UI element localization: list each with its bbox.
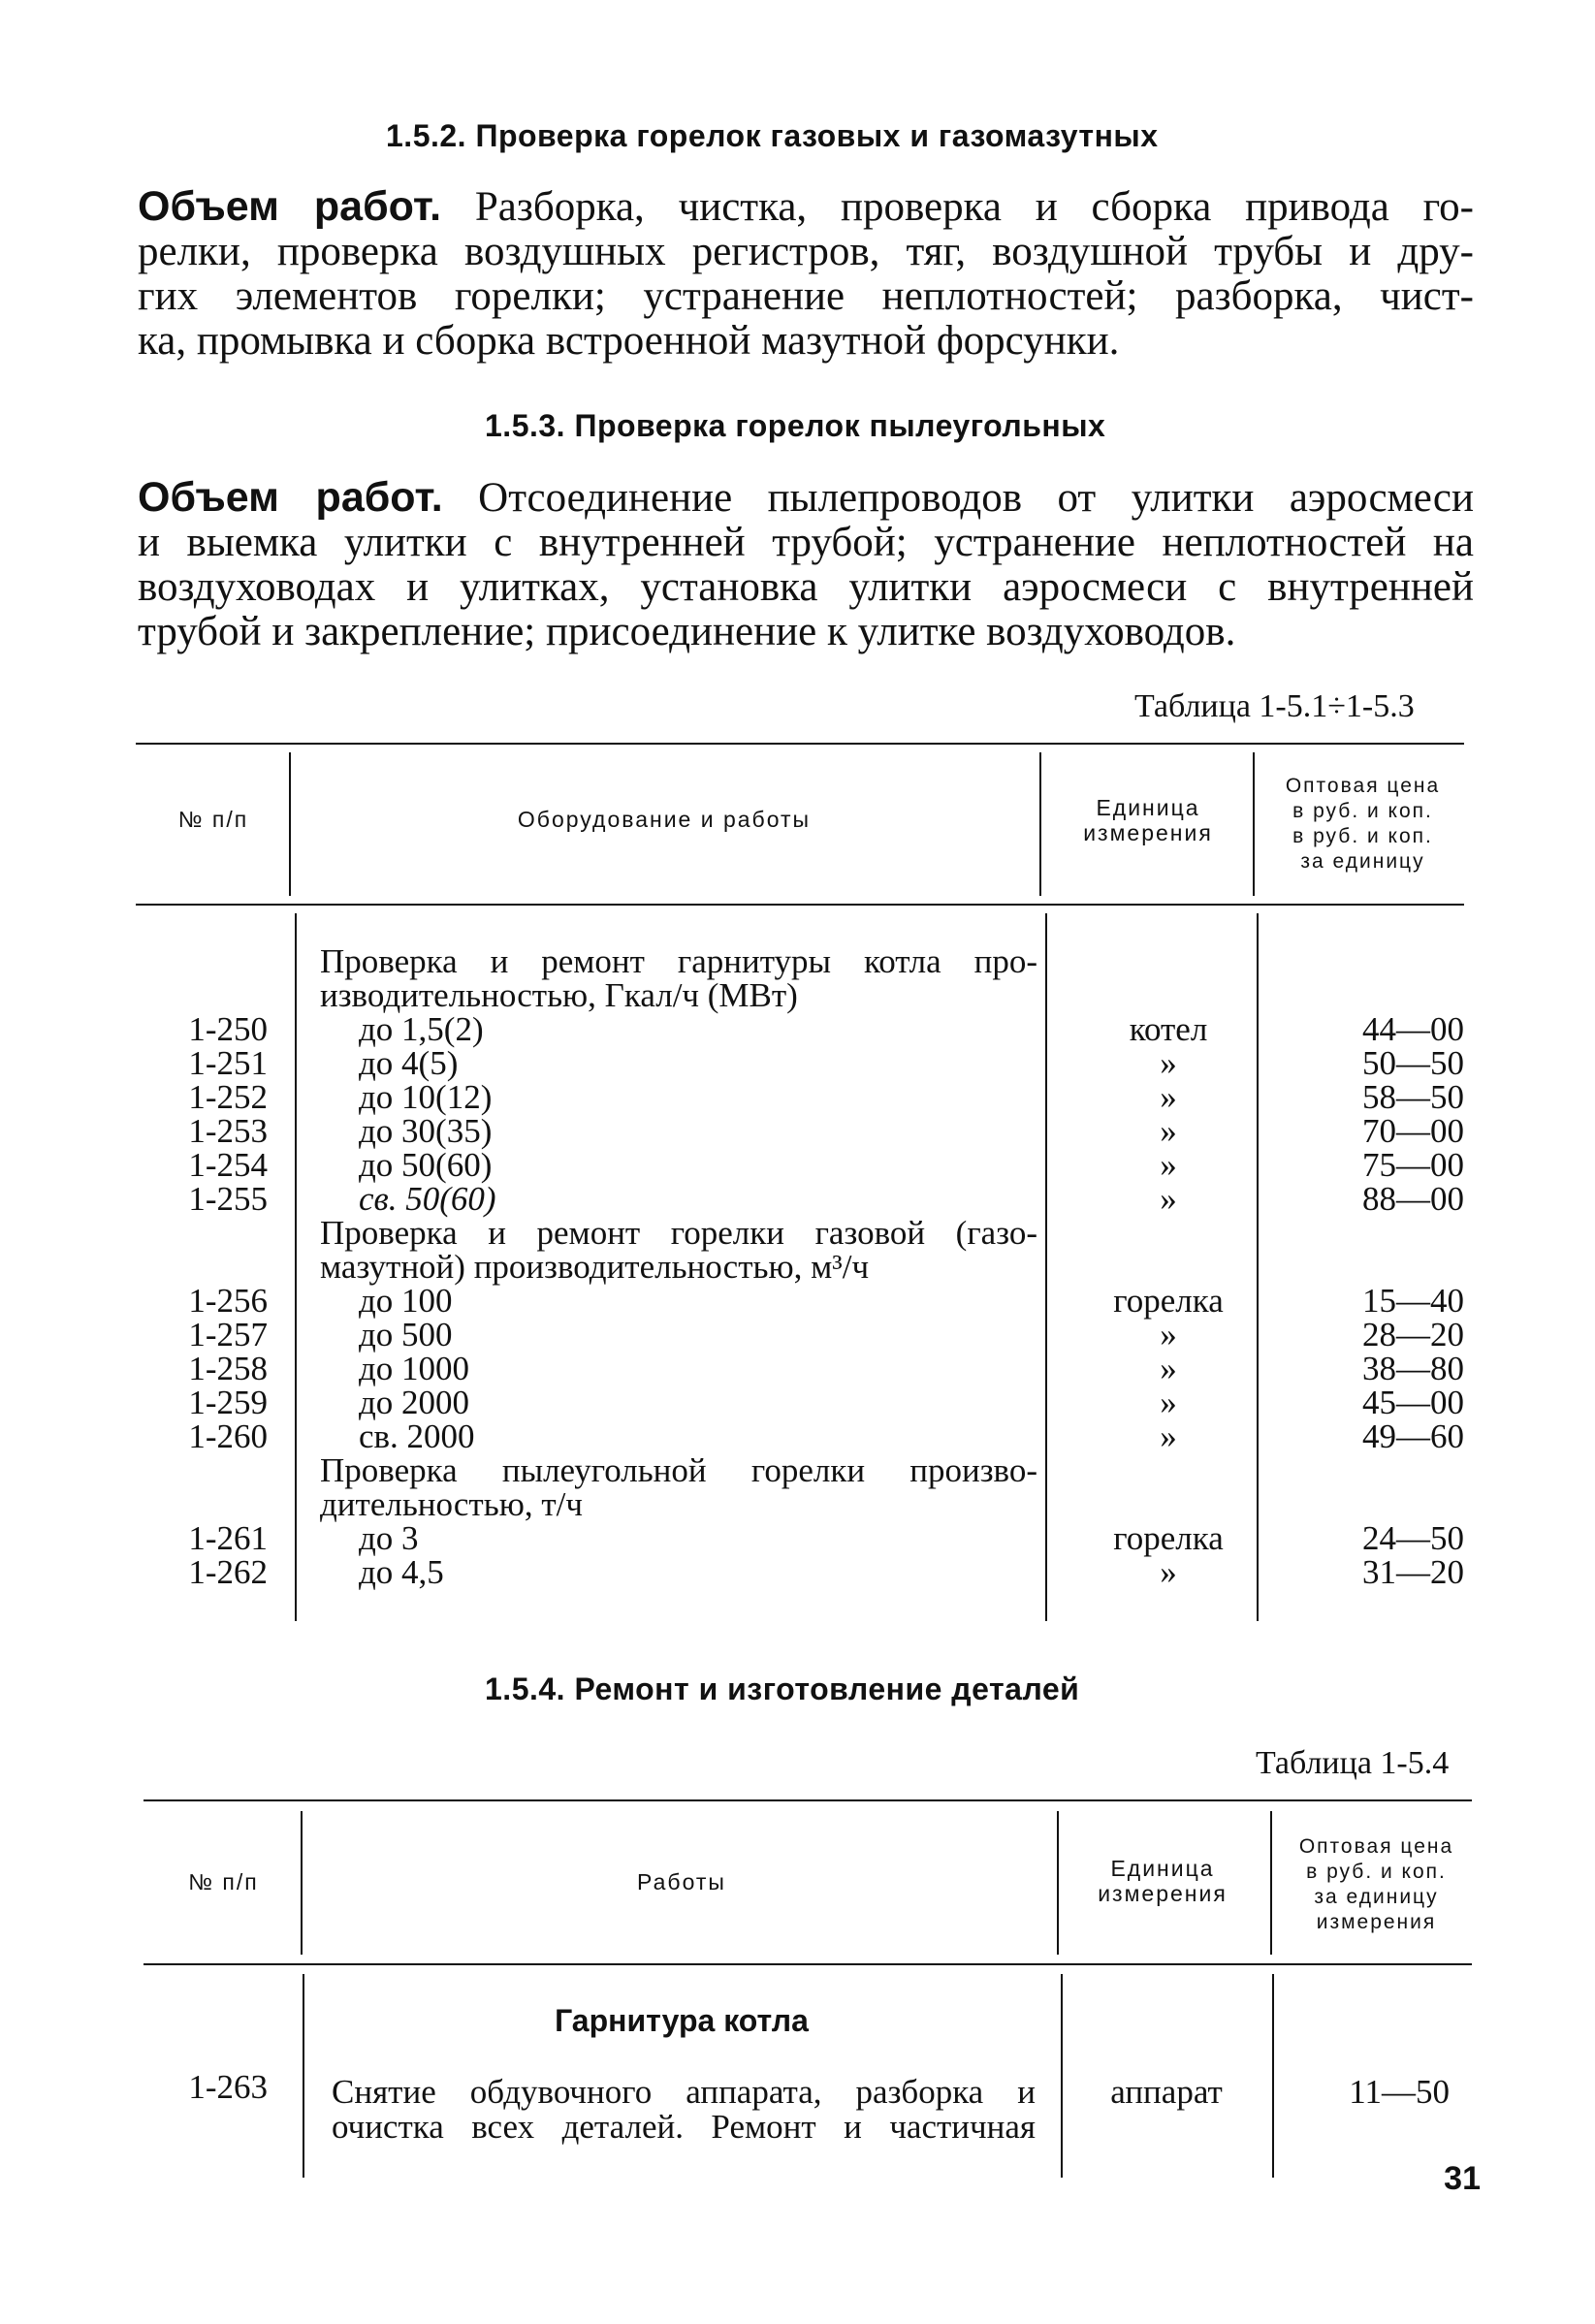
group-description: Проверка и ремонт гарнитуры котла про- [320,942,1037,980]
col-divider [1061,1974,1063,2178]
header-work: Работы [637,1869,726,1894]
header-work: Оборудование и работы [517,807,812,832]
header-price: Оптовая цена в руб. и коп. в руб. и коп. за единицу [1285,775,1441,873]
section-152-paragraph: Объем работ. Разборка, чистка, проверка и сборка привода го- релки, проверка воздушных регистров, тяг, воздушной трубы и дру- гих элементов горелки; устранение неплотностей; разборка, чист- ка, промывка и сборка встроенной мазутной форсунки. [138,183,1474,364]
header-unit: Единица измерения [1083,795,1213,845]
col-divider [303,1974,304,2178]
section-153-paragraph: Объем работ. Отсоединение пылепроводов от улитки аэросмеси и выемка улитки с внутренней трубой; устранение неплотностей на воздуховодах и улитках, установка улитки аэросмеси с внутренней трубой и закрепление; присоединение к улитке воздуховодов. [138,474,1474,654]
group-description: Проверка и ремонт горелки газовой (газо- [320,1214,1037,1252]
table-subheading: Гарнитура котла [555,2003,809,2038]
group-description: дительностью, т/ч [320,1485,583,1523]
col-divider [1039,752,1041,896]
lead-label: Объем работ. [138,183,442,230]
col-divider [289,752,291,896]
group-description: изводительностью, Гкал/ч (МВт) [320,976,798,1014]
table-caption: Таблица 1-5.4 [1256,1745,1450,1781]
table-rule-top [144,1799,1472,1801]
table-rule-top [136,743,1464,745]
group-description: Проверка пылеугольной горелки произво- [320,1451,1037,1489]
header-num: № п/п [188,1869,259,1894]
page-number: 31 [1444,2160,1481,2197]
col-divider [1272,1974,1274,2178]
group-description: мазутной) производительностью, м³/ч [320,1248,870,1286]
header-unit: Единица измерения [1098,1856,1228,1906]
header-num: № п/п [177,807,249,832]
col-divider [1253,752,1255,896]
table-rule-header-bottom [144,1963,1472,1965]
header-price: Оптовая цена в руб. и коп. за единицу измерения [1298,1835,1454,1933]
section-heading-153: 1.5.3. Проверка горелок пылеугольных [485,408,1106,443]
table-rule-header-bottom [136,904,1464,906]
document-page: 1.5.2. Проверка горелок газовых и газомазутных Объем работ. Разборка, чистка, проверка и сборка привода го- релки, проверка воздушных регистров, тяг, воздушной трубы и дру- гих элементов горелки; устранение неплотностей; разборка, чист- ка, промывка и сборка встроенной мазутной форсунки. 1.5.3. Проверка горелок пылеугольных Объем работ. Отсоединение пылепроводов от улитки аэросмеси и выемка улитки с внутренней трубой; устранение неплотностей на воздуховодах и улитках, установка улитки аэросмеси с внутренней трубой и закрепление; присоединение к улитке воздуховодов. Таблица 1-5.1÷1-5.3 № п/п Оборудование и работы Единица измерения Оптовая цена в руб. и коп. в руб. и коп. за единицу Проверка и ремонт гарнитуры котла про- изводительностью, Гкал/ч (МВт) 1-250 до 1,5(2) котел 44—00 1-251 до 4(5) » 50—50 1-252 до 10(12) » 58—50 1-253 до 30(35) » 70—00 1-254 до 50(60) » 75—00 1-255 св. 50(60) » 88—00 Проверка и ремонт горелки газовой (газо- мазутной) производительностью, м³/ч 1-256 до 100 горелка 15—40 1-257 до 500 » 28—20 1-258 до 1000 » 38—80 1-259 до 2000 » 45—00 1-260 св. 2000 » 49—60 Проверка пылеугольной горелки произво- дительностью, т/ч 1-261 до 3 горелка 24—50 1-262 до 4,5 » 31—20 1.5.4. Ремонт и изготовление деталей Таблица 1-5.4 № п/п Работы Единица измерения Оптовая цена в руб. и коп. за единицу измерения Гарнитура котла 1-263 Снятие обдувочного аппарата, разборка и очистка всех деталей. Ремонт и частичная аппарат 11—50 31 [138,118,1481,2197]
lead-label: Объем работ. [138,474,443,521]
col-divider [301,1811,303,1955]
col-divider [295,913,297,1621]
table-caption: Таблица 1-5.1÷1-5.3 [1134,688,1415,724]
section-heading-154: 1.5.4. Ремонт и изготовление деталей [485,1671,1080,1706]
section-heading-152: 1.5.2. Проверка горелок газовых и газомазутных [386,118,1159,153]
